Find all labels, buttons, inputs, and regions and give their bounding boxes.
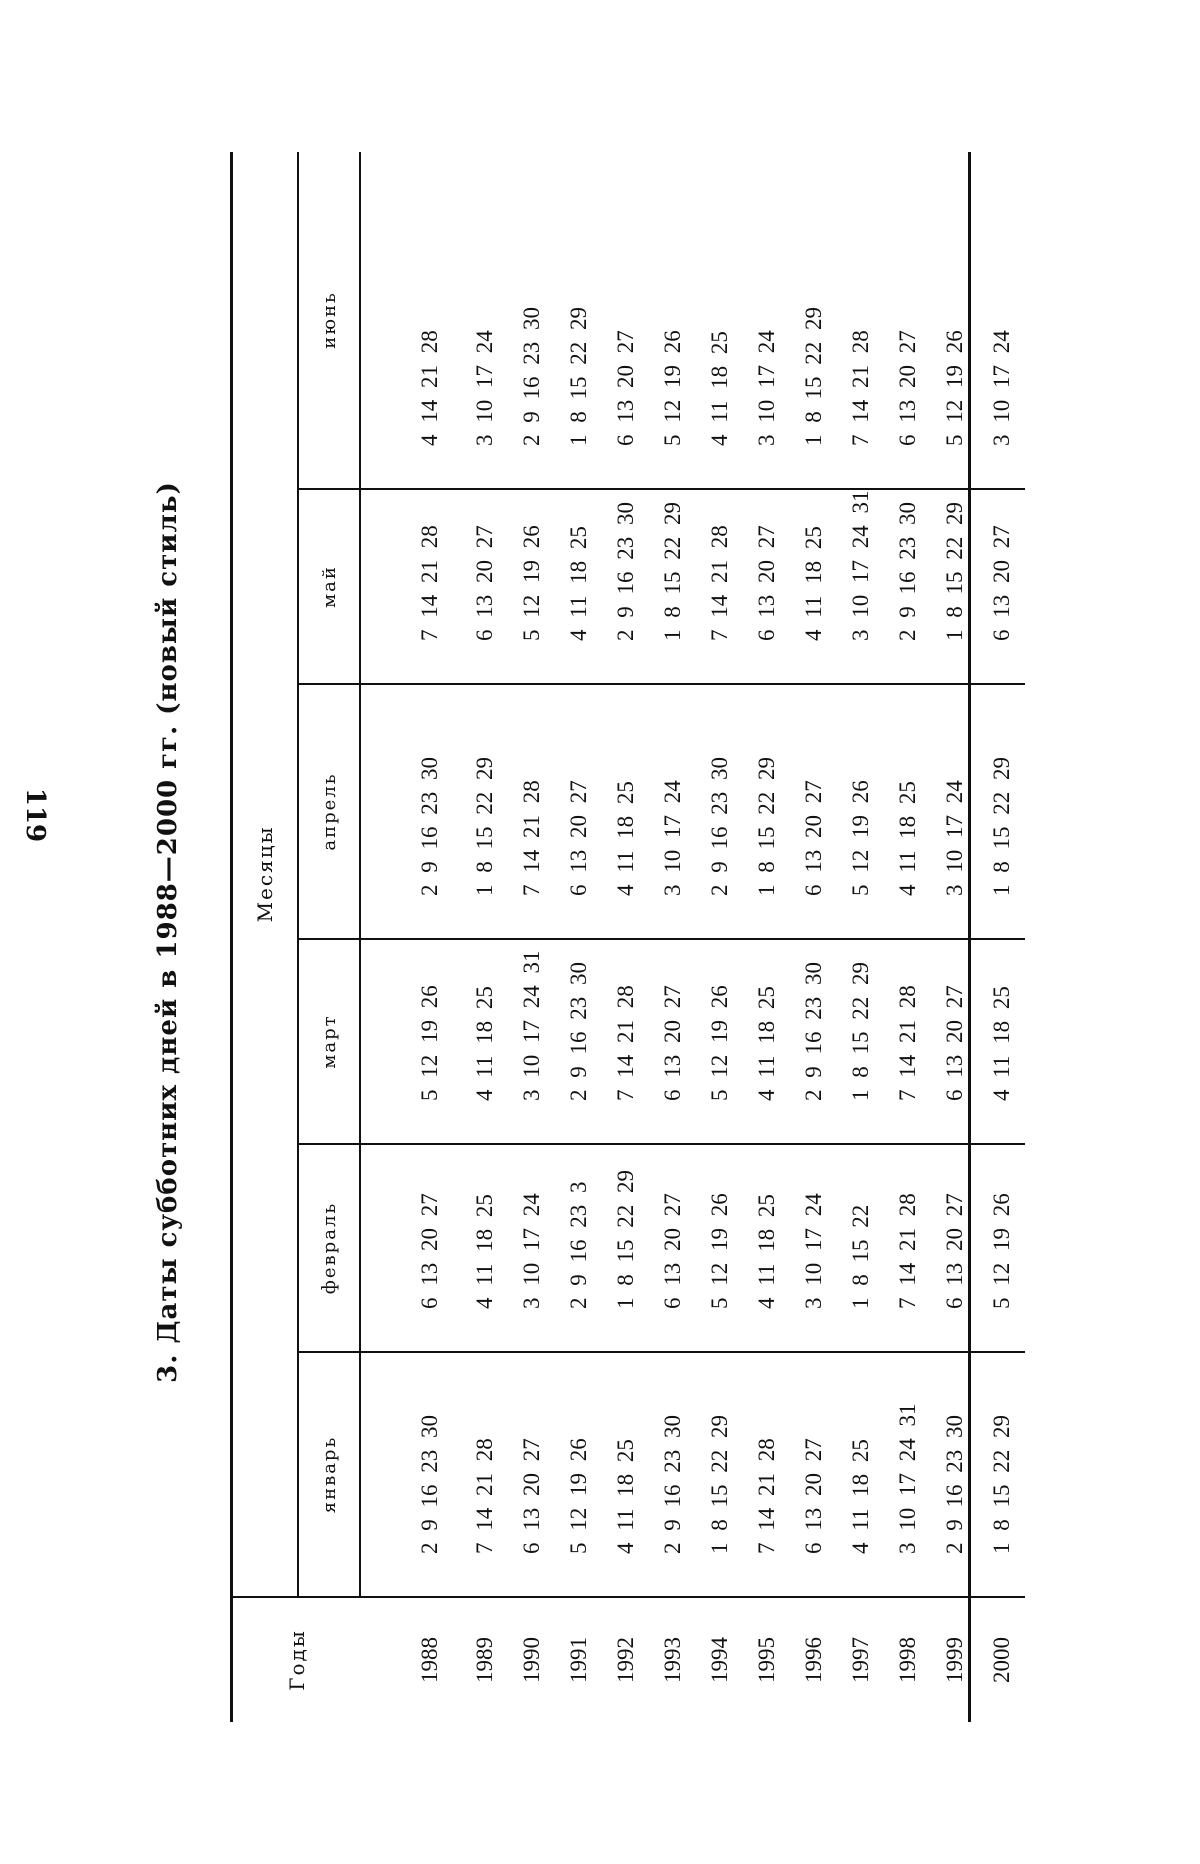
saturday-dates-cell: 2 9 16 23 30 (659, 1415, 685, 1554)
saturday-dates-cell: 5 12 19 26 (696, 939, 743, 1144)
saturday-dates-cell: 6 13 20 27 (602, 152, 649, 489)
saturday-dates-cell: 4 14 21 28 (360, 152, 461, 489)
month-header: июнь (298, 152, 360, 489)
page-number: 119 (20, 787, 50, 843)
rotated-content (135, 62, 1065, 1802)
saturday-dates-cell: 4 11 18 25 (978, 939, 1025, 1144)
saturday-dates-cell: 6 13 20 27 (800, 1438, 826, 1554)
saturday-dates-cell: 7 14 21 28 (753, 1438, 779, 1554)
saturday-dates-cell: 4 11 18 25 (555, 489, 602, 684)
month-header: февраль (298, 1144, 360, 1352)
saturday-dates-cell: 7 14 21 28 (508, 684, 555, 939)
saturday-dates-cell: 6 13 20 27 (743, 489, 790, 684)
table-row (790, 152, 837, 1722)
saturday-dates-cell: 2 9 16 23 30 (884, 489, 931, 684)
table-row (978, 152, 1025, 1722)
saturday-dates-cell: 4 11 18 25 (461, 1144, 508, 1352)
saturday-dates-cell: 4 11 18 25 (696, 152, 743, 489)
saturday-dates-cell: 1 8 15 22 29 (988, 1415, 1014, 1554)
year-cell: 1995 (743, 1597, 790, 1722)
saturday-dates-cell: 6 13 20 27 (931, 1144, 978, 1352)
saturday-dates-cell: 1 8 15 22 29 (931, 489, 978, 684)
saturday-dates-cell: 3 10 17 24 31 (894, 1403, 920, 1554)
year-cell: 1991 (555, 1597, 602, 1722)
saturday-dates-cell: 4 11 18 25 (790, 489, 837, 684)
saturday-dates-cell: 7 14 21 28 (884, 1144, 931, 1352)
saturday-dates-cell: 6 13 20 27 (555, 684, 602, 939)
table-row (743, 152, 790, 1722)
saturday-dates-cell: 2 9 16 23 30 (696, 684, 743, 939)
saturday-dates-table (233, 152, 1025, 1722)
saturday-dates-cell: 1 8 15 22 29 (743, 684, 790, 939)
saturday-dates-cell: 1 8 15 22 29 (790, 152, 837, 489)
saturday-dates-cell: 3 10 17 24 (790, 1144, 837, 1352)
saturday-dates-cell: 6 13 20 27 (649, 1144, 696, 1352)
table-row (508, 152, 555, 1722)
table-row (837, 152, 884, 1722)
saturday-dates-cell: 5 12 19 26 (696, 1144, 743, 1352)
year-cell: 1993 (649, 1597, 696, 1722)
table-row (696, 152, 743, 1722)
saturday-dates-cell: 5 12 19 26 (649, 152, 696, 489)
saturday-dates-cell: 3 10 17 24 31 (508, 939, 555, 1144)
saturday-dates-cell: 5 12 19 26 (837, 684, 884, 939)
saturday-dates-cell: 5 12 19 26 (565, 1438, 591, 1554)
saturday-dates-cell: 2 9 16 23 30 (602, 489, 649, 684)
saturday-dates-cell: 3 10 17 24 (743, 152, 790, 489)
page-title: 3. Даты субботних дней в 1988—2000 гг. (новый стиль) (153, 481, 183, 1383)
saturday-dates-cell: 2 9 16 23 3 (555, 1144, 602, 1352)
saturday-dates-cell: 4 11 18 25 (743, 1144, 790, 1352)
saturday-dates-cell: 3 10 17 24 (978, 152, 1025, 489)
saturday-dates-cell: 6 13 20 27 (931, 939, 978, 1144)
year-cell: 1992 (602, 1597, 649, 1722)
saturday-dates-cell: 1 8 15 22 29 (461, 684, 508, 939)
years-header: Годы (233, 1597, 360, 1722)
table-row (360, 152, 461, 1722)
saturday-dates-cell: 1 8 15 22 29 (602, 1144, 649, 1352)
saturday-dates-cell: 3 10 17 24 (461, 152, 508, 489)
table-frame (230, 152, 1014, 1722)
year-cell: 1998 (884, 1597, 931, 1722)
table-row (555, 152, 602, 1722)
saturday-dates-cell: 2 9 16 23 30 (417, 1415, 442, 1554)
year-cell: 1988 (360, 1597, 461, 1722)
saturday-dates-cell: 5 12 19 26 (931, 152, 978, 489)
month-header: январь (298, 1352, 360, 1597)
saturday-dates-cell: 1 8 15 22 29 (555, 152, 602, 489)
saturday-dates-cell: 3 10 17 24 (649, 684, 696, 939)
year-cell: 1990 (508, 1597, 555, 1722)
saturday-dates-cell: 2 9 16 23 30 (941, 1415, 967, 1554)
saturday-dates-cell: 4 11 18 25 (612, 1439, 638, 1554)
saturday-dates-cell: 1 8 15 22 29 (649, 489, 696, 684)
saturday-dates-cell: 7 14 21 28 (602, 939, 649, 1144)
saturday-dates-cell: 6 13 20 27 (461, 489, 508, 684)
saturday-dates-cell: 4 11 18 25 (602, 684, 649, 939)
saturday-dates-cell: 6 13 20 27 (790, 684, 837, 939)
year-cell: 1989 (461, 1597, 508, 1722)
month-header-row (298, 152, 360, 1722)
table-body (360, 152, 1025, 1722)
saturday-dates-cell: 5 12 19 26 (508, 489, 555, 684)
year-cell: 1996 (790, 1597, 837, 1722)
saturday-dates-cell: 7 14 21 28 (696, 489, 743, 684)
month-header: май (298, 489, 360, 684)
table-row (931, 152, 978, 1722)
saturday-dates-cell: 2 9 16 23 30 (555, 939, 602, 1144)
saturday-dates-cell: 1 8 15 22 29 (706, 1415, 732, 1554)
saturday-dates-cell: 2 9 16 23 30 (508, 152, 555, 489)
saturday-dates-cell: 4 11 18 25 (847, 1439, 873, 1554)
saturday-dates-cell: 7 14 21 28 (837, 152, 884, 489)
saturday-dates-cell: 3 10 17 24 (508, 1144, 555, 1352)
saturday-dates-cell: 1 8 15 22 29 (837, 939, 884, 1144)
table-row (602, 152, 649, 1722)
months-header: Месяцы (253, 825, 277, 923)
saturday-dates-cell: 6 13 20 27 (649, 939, 696, 1144)
table-row (884, 152, 931, 1722)
saturday-dates-cell: 2 9 16 23 30 (360, 684, 461, 939)
year-cell: 2000 (978, 1597, 1025, 1722)
saturday-dates-cell: 4 11 18 25 (743, 939, 790, 1144)
saturday-dates-cell: 4 11 18 25 (461, 939, 508, 1144)
year-cell: 1999 (931, 1597, 978, 1722)
saturday-dates-cell: 6 13 20 27 (978, 489, 1025, 684)
saturday-dates-cell: 7 14 21 28 (471, 1438, 497, 1554)
year-cell: 1994 (696, 1597, 743, 1722)
saturday-dates-cell: 7 14 21 28 (360, 489, 461, 684)
month-header: апрель (298, 684, 360, 939)
year-cell: 1997 (837, 1597, 884, 1722)
saturday-dates-cell: 3 10 17 24 (931, 684, 978, 939)
saturday-dates-cell: 5 12 19 26 (978, 1144, 1025, 1352)
saturday-dates-cell: 6 13 20 27 (884, 152, 931, 489)
table-row (649, 152, 696, 1722)
saturday-dates-cell: 1 8 15 22 29 (978, 684, 1025, 939)
saturday-dates-cell: 5 12 19 26 (360, 939, 461, 1144)
saturday-dates-cell: 3 10 17 24 31 (837, 489, 884, 684)
saturday-dates-cell: 2 9 16 23 30 (790, 939, 837, 1144)
table-row (461, 152, 508, 1722)
saturday-dates-cell: 7 14 21 28 (884, 939, 931, 1144)
month-header: март (298, 939, 360, 1144)
saturday-dates-cell: 1 8 15 22 (837, 1144, 884, 1352)
saturday-dates-cell: 4 11 18 25 (884, 684, 931, 939)
saturday-dates-cell: 6 13 20 27 (360, 1144, 461, 1352)
saturday-dates-cell: 6 13 20 27 (518, 1438, 544, 1554)
